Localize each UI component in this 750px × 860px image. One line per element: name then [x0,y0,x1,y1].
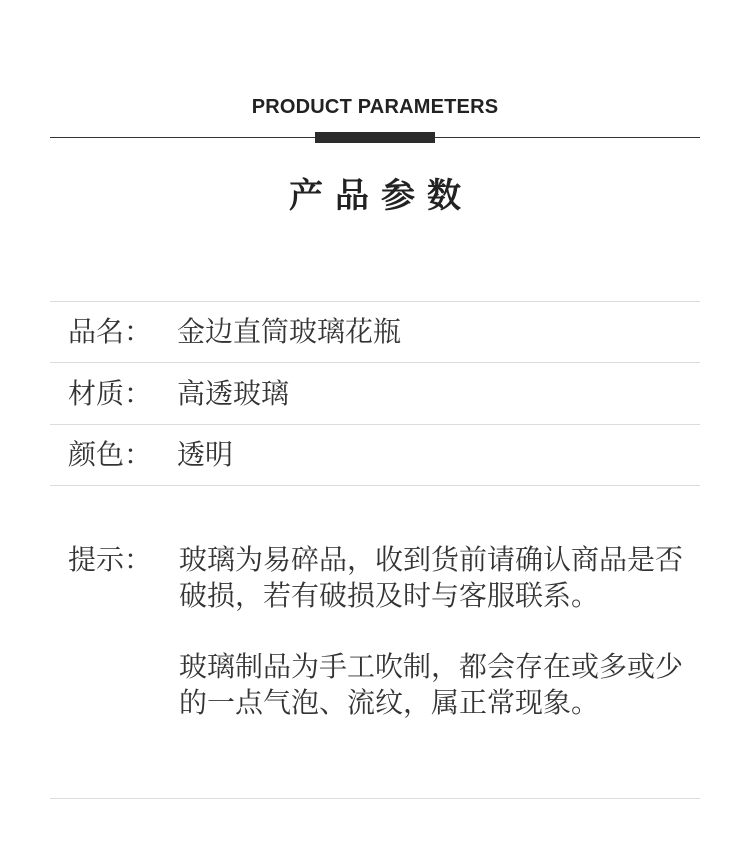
row-divider [50,424,700,425]
param-label: 品名： [68,315,153,348]
header-divider-accent [315,132,435,143]
bottom-divider [50,798,700,799]
param-value: 高透玻璃 [177,377,290,410]
header-title-cn: 产品参数 [289,176,473,216]
param-label: 颜色： [68,438,153,471]
notice-paragraph: 玻璃制品为手工吹制，都会存在或多或少的一点气泡、流纹，属正常现象。 [179,650,684,719]
param-value: 金边直筒玻璃花瓶 [177,315,402,348]
row-divider [50,362,700,363]
row-divider [50,485,700,486]
notice-paragraph: 玻璃为易碎品，收到货前请确认商品是否破损，若有破损及时与客服联系。 [179,543,684,612]
param-label: 材质： [68,377,153,410]
param-value: 透明 [177,438,234,471]
notice-label: 提示： [68,543,153,576]
header-title-en: PRODUCT PARAMETERS [251,96,499,118]
row-divider [50,301,700,302]
